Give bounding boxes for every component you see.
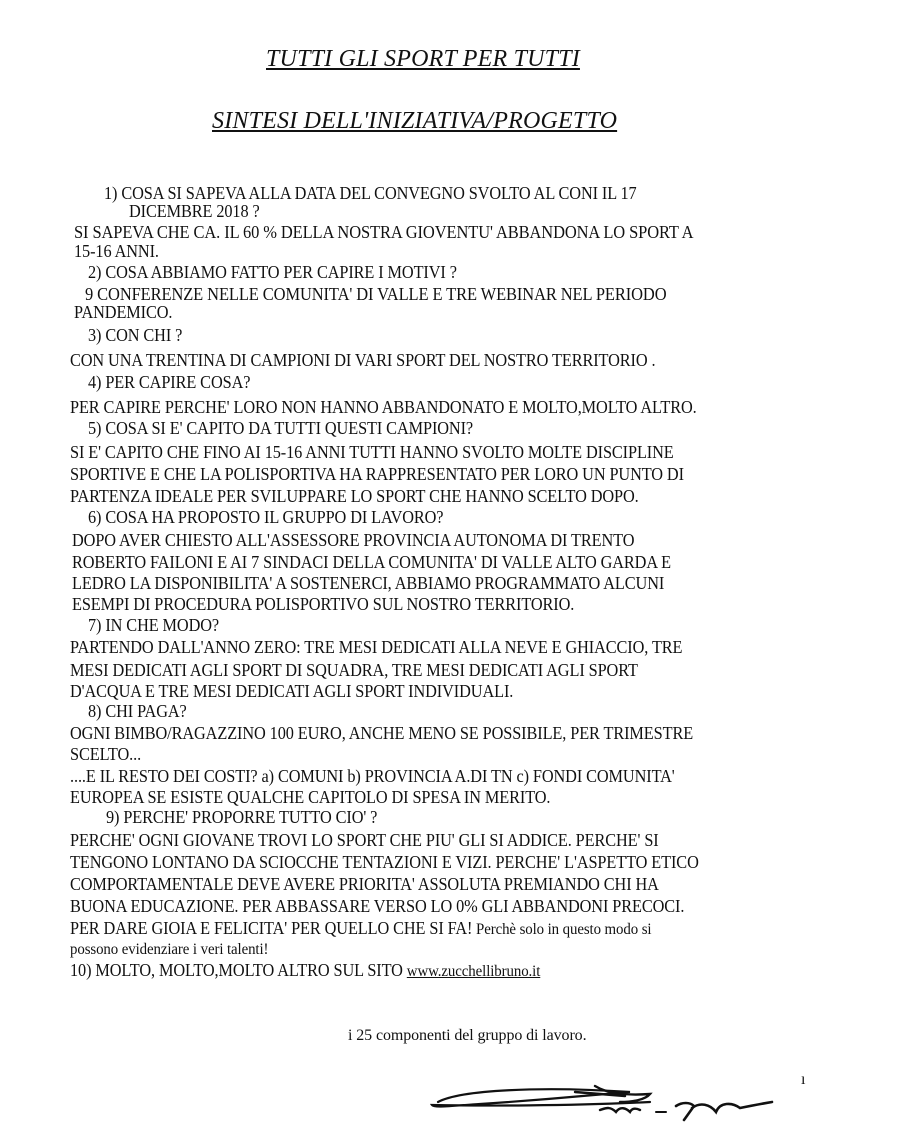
answer-7: PARTENDO DALL'ANNO ZERO: TRE MESI DEDICATI ALLA NEVE E GHIACCIO, TRE xyxy=(70,637,683,657)
question-1: 1) COSA SI SAPEVA ALLA DATA DEL CONVEGNO SVOLTO AL CONI IL 17 xyxy=(104,183,637,203)
closing-signature-line: i 25 componenti del gruppo di lavoro. xyxy=(348,1027,587,1044)
answer-1: SI SAPEVA CHE CA. IL 60 % DELLA NOSTRA GIOVENTU' ABBANDONA LO SPORT A xyxy=(74,222,694,242)
answer-1-cont: 15-16 ANNI. xyxy=(74,241,159,261)
question-8: 8) CHI PAGA? xyxy=(88,701,187,721)
answer-8: OGNI BIMBO/RAGAZZINO 100 EURO, ANCHE MENO SE POSSIBILE, PER TRIMESTRE xyxy=(70,723,694,743)
answer-9-cont-5: possono evidenziare i veri talenti! xyxy=(70,941,269,958)
answer-6-cont-3: ESEMPI DI PROCEDURA POLISPORTIVO SUL NOSTRO TERRITORIO. xyxy=(72,594,575,614)
question-2: 2) COSA ABBIAMO FATTO PER CAPIRE I MOTIVI ? xyxy=(88,262,457,282)
answer-8-costs: ....E IL RESTO DEI COSTI? a) COMUNI b) PROVINCIA A.DI TN c) FONDI COMUNITA' xyxy=(70,766,675,786)
website-link[interactable]: www.zucchellibruno.it xyxy=(406,963,541,980)
question-3: 3) CON CHI ? xyxy=(88,325,183,345)
answer-5-cont-2: PARTENZA IDEALE PER SVILUPPARE LO SPORT CHE HANNO SCELTO DOPO. xyxy=(70,486,639,506)
answer-6: DOPO AVER CHIESTO ALL'ASSESSORE PROVINCIA AUTONOMA DI TRENTO xyxy=(72,530,635,550)
answer-7-cont-2: D'ACQUA E TRE MESI DEDICATI AGLI SPORT INDIVIDUALI. xyxy=(70,681,514,701)
answer-9-cont-3: BUONA EDUCAZIONE. PER ABBASSARE VERSO LO 0% GLI ABBANDONI PRECOCI. xyxy=(70,896,685,916)
answer-7-cont-1: MESI DEDICATI AGLI SPORT DI SQUADRA, TRE MESI DEDICATI AGLI SPORT xyxy=(70,660,638,680)
question-5: 5) COSA SI E' CAPITO DA TUTTI QUESTI CAMPIONI? xyxy=(88,418,474,438)
answer-5-cont-1: SPORTIVE E CHE LA POLISPORTIVA HA RAPPRESENTATO PER LORO UN PUNTO DI xyxy=(70,464,684,484)
answer-3: CON UNA TRENTINA DI CAMPIONI DI VARI SPORT DEL NOSTRO TERRITORIO . xyxy=(70,350,656,370)
answer-2-cont: PANDEMICO. xyxy=(74,302,173,322)
answer-9: PERCHE' OGNI GIOVANE TROVI LO SPORT CHE PIU' GLI SI ADDICE. PERCHE' SI xyxy=(70,830,659,850)
question-4: 4) PER CAPIRE COSA? xyxy=(88,372,251,392)
answer-9-caps: PER DARE GIOIA E FELICITA' PER QUELLO CHE SI FA! xyxy=(70,918,473,938)
question-7: 7) IN CHE MODO? xyxy=(88,615,220,635)
question-1-cont: DICEMBRE 2018 ? xyxy=(129,201,260,221)
answer-9-cont-2: COMPORTAMENTALE DEVE AVERE PRIORITA' ASSOLUTA PREMIANDO CHI HA xyxy=(70,874,659,894)
document-title: TUTTI GLI SPORT PER TUTTI xyxy=(266,46,580,72)
question-6: 6) COSA HA PROPOSTO IL GRUPPO DI LAVORO? xyxy=(88,507,444,527)
document-subtitle: SINTESI DELL'INIZIATIVA/PROGETTO xyxy=(212,108,618,134)
answer-8-costs-cont: EUROPEA SE ESISTE QUALCHE CAPITOLO DI SPESA IN MERITO. xyxy=(70,787,551,807)
answer-9-lower: Perchè solo in questo modo si xyxy=(472,921,652,938)
answer-6-cont-1: ROBERTO FAILONI E AI 7 SINDACI DELLA COMUNITA' DI VALLE ALTO GARDA E xyxy=(72,552,671,572)
point-10-text: 10) MOLTO, MOLTO,MOLTO ALTRO SUL SITO xyxy=(70,960,407,980)
answer-9-cont-4 xyxy=(70,918,651,940)
answer-8-cont: SCELTO... xyxy=(70,744,142,764)
answer-4: PER CAPIRE PERCHE' LORO NON HANNO ABBANDONATO E MOLTO,MOLTO ALTRO. xyxy=(70,397,697,417)
answer-6-cont-2: LEDRO LA DISPONIBILITA' A SOSTENERCI, ABBIAMO PROGRAMMATO ALCUNI xyxy=(72,573,665,593)
handwritten-signature xyxy=(420,1072,780,1132)
question-9: 9) PERCHE' PROPORRE TUTTO CIO' ? xyxy=(106,807,378,827)
answer-9-cont-1: TENGONO LONTANO DA SCIOCCHE TENTAZIONI E VIZI. PERCHE' L'ASPETTO ETICO xyxy=(70,852,699,872)
point-10 xyxy=(70,960,540,982)
answer-2: 9 CONFERENZE NELLE COMUNITA' DI VALLE E TRE WEBINAR NEL PERIODO xyxy=(85,284,667,304)
answer-5: SI E' CAPITO CHE FINO AI 15-16 ANNI TUTTI HANNO SVOLTO MOLTE DISCIPLINE xyxy=(70,442,674,462)
page-mark: ı xyxy=(801,1071,806,1088)
